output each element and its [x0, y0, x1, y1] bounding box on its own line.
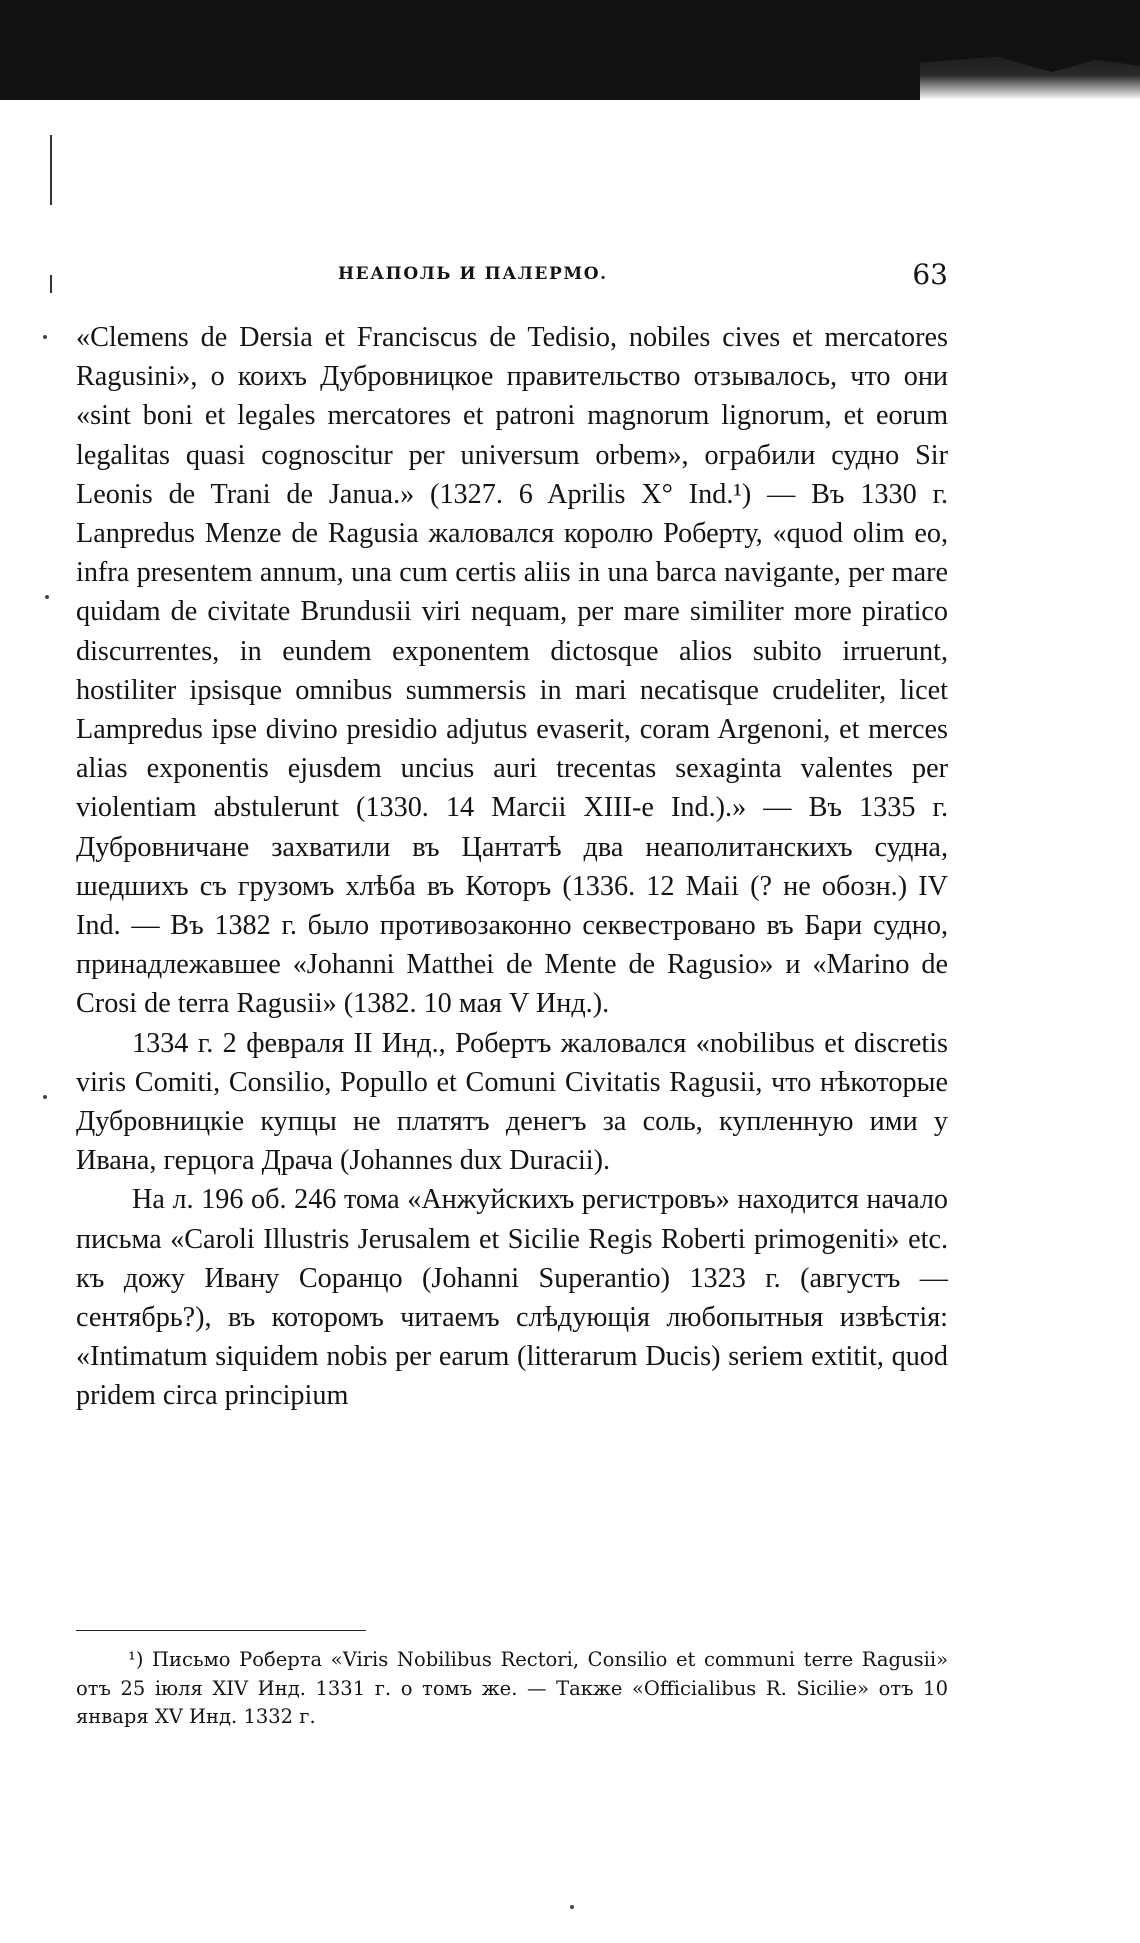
paragraph-3: На л. 196 об. 246 тома «Анжуйскихъ регистровъ» находится начало письма «Caroli Illustris Jerusalem et Sicilie Regis Roberti primogeniti» etc. къ дожу Ивану Соранцо (Johanni Superantio) 1323 г. (августъ — сентябрь?), въ которомъ читаемъ слѣдующія любопытныя извѣстія: «Intimatum siquidem nobis per earum (litterarum Ducis) seriem extitit, quod pridem circa principium [76, 1184, 948, 1412]
running-title: НЕАПОЛЬ И ПАЛЕРМО. [338, 264, 608, 284]
scan-margin-mark [50, 275, 52, 293]
paragraph-1: «Clemens de Dersia et Franciscus de Tedisio, nobiles cives et mercatores Ragusini», о коихъ Дубровницкое правительство отзывалось, что они «sint boni et legales mercatores et patroni magnorum lignorum, et eorum legalitas quasi cognoscitur per universum orbem», ограбили судно Sir Leonis de Trani de Janua.» (1327. 6 Aprilis X° Ind.¹) — Въ 1330 г. Lanpredus Menze de Ragusia жаловался королю Роберту, «quod olim eo, infra presentem annum, una cum certis aliis in una barca navigante, per mare quidam de civitate Brundusii viri nequam, per mare similiter more piratico discurrentes, in eundem exponentem dictosque alios subito irruerunt, hostiliter ipsisque omnibus summersis in mari necatisque crudeliter, licet Lampredus ipse divino presidio adjutus evaserit, coram Argenoni, et merces alias exponentis ejusdem uncius auri trecentas sexaginta valentes per violentiam abstulerunt (1330. 14 Marcii XIII-e Ind.).» — Въ 1335 г. Дубровничане захватили въ Цантатѣ два неаполитанскихъ судна, шедшихъ съ грузомъ хлѣба въ Которъ (1336. 12 Maii (? не обозн.) IV Ind. — Въ 1382 г. было противозаконно секвестровано въ Бари судно, принадлежавшее «Johanni Matthei de Mente de Ragusio» и «Marino de Crosi de terra Ragusii» (1382. 10 мая V Инд.). [76, 322, 948, 1020]
paragraph-2: 1334 г. 2 февраля II Инд., Робертъ жаловался «nobilibus et discretis viris Comiti, Consilio, Popullo et Comuni Civitatis Ragusii, что нѣкоторые Дубровницкіе купцы не платятъ денегъ за соль, купленную ими у Ивана, герцога Драча (Johannes dux Duracii). [76, 1027, 948, 1177]
scan-margin-mark [50, 135, 52, 205]
scan-dark-edge [0, 0, 1140, 100]
footnote: ¹) Письмо Роберта «Viris Nobilibus Rectori, Consilio et communi terre Ragusii» отъ 25 іюля XIV Инд. 1331 г. о томъ же. — Также «Officialibus R. Sicilie» отъ 10 января XV Инд. 1332 г. [76, 1648, 948, 1728]
scan-speck [43, 335, 47, 339]
page-number: 63 [912, 258, 948, 291]
main-text [76, 318, 948, 1416]
scan-speck [43, 1095, 47, 1099]
scan-speck [570, 1905, 574, 1909]
footnote-divider [76, 1630, 366, 1631]
page-header [76, 258, 948, 298]
scan-speck [45, 595, 49, 599]
